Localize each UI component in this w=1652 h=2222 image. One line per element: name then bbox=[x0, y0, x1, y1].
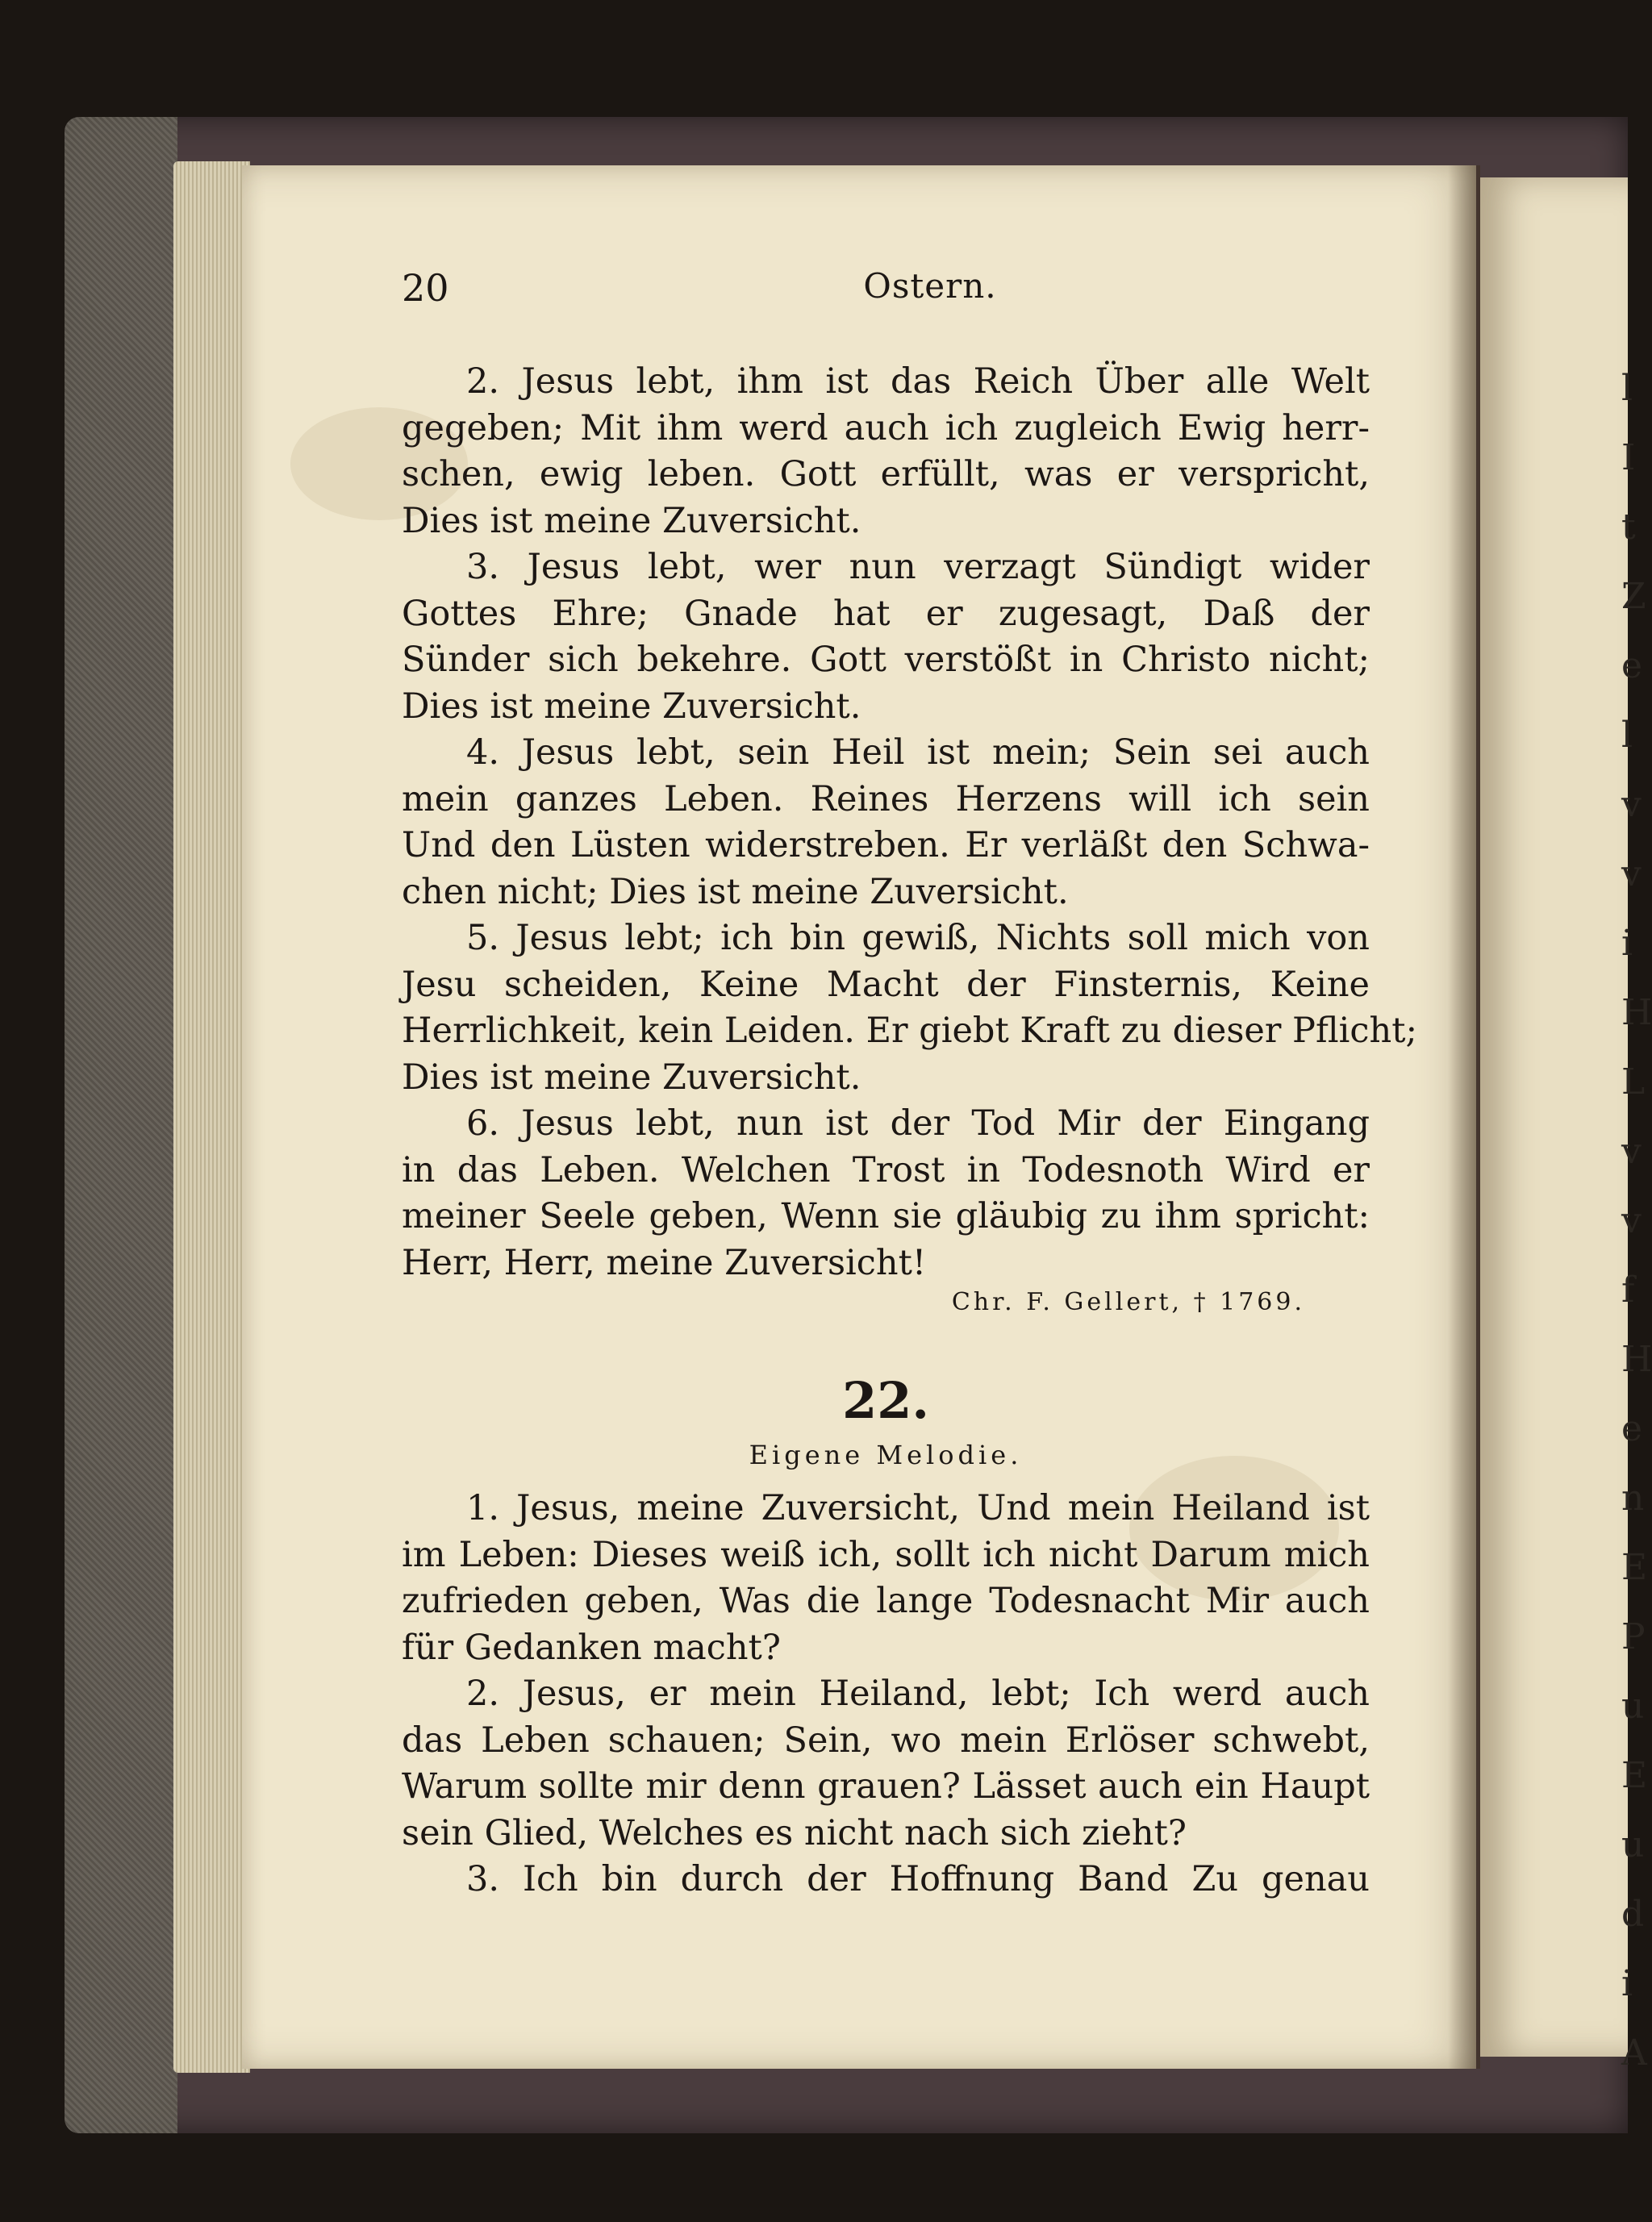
facing-page-glyph: t bbox=[1621, 507, 1636, 548]
facing-page-glyph: v bbox=[1621, 784, 1642, 825]
text-line: Warum sollte mir denn grauen? Lässet auch ein Haupt bbox=[402, 1766, 1370, 1807]
facing-page-glyph: H bbox=[1621, 992, 1652, 1033]
book-spine bbox=[65, 117, 177, 2133]
facing-page-glyph: u bbox=[1621, 1824, 1645, 1866]
facing-page-glyph: v bbox=[1621, 1131, 1642, 1172]
text-line: chen nicht; Dies ist meine Zuversicht. bbox=[402, 871, 1069, 912]
page-header bbox=[402, 266, 1370, 323]
facing-page-glyph: E bbox=[1621, 1547, 1648, 1588]
hymn-21-text bbox=[402, 359, 1417, 1286]
facing-page-glyph: Z bbox=[1621, 576, 1646, 617]
page-edges bbox=[173, 161, 250, 2073]
facing-page-glyph: L bbox=[1621, 1061, 1646, 1103]
facing-page-glyph: H bbox=[1621, 1339, 1652, 1380]
hymn-number: 22. bbox=[842, 1371, 929, 1430]
page-number: 20 bbox=[402, 266, 449, 310]
text-line: Und den Lüsten widerstreben. Er verläßt den Schwa- bbox=[402, 825, 1370, 865]
text-line: Dies ist meine Zuversicht. bbox=[402, 500, 861, 541]
page-gutter bbox=[1448, 165, 1480, 2069]
facing-page-glyph: A bbox=[1621, 2032, 1647, 2074]
melody-note: Eigene Melodie. bbox=[749, 1440, 1023, 1470]
text-line: 2. Jesus, er mein Heiland, lebt; Ich werd auch bbox=[466, 1674, 1370, 1714]
text-line: für Gedanken macht? bbox=[402, 1627, 781, 1668]
text-line: Jesu scheiden, Keine Macht der Finsternis, Keine bbox=[402, 964, 1370, 1005]
facing-page-glyph: E bbox=[1621, 1755, 1648, 1796]
facing-page-glyph: l bbox=[1621, 368, 1633, 409]
facing-page-glyph: i bbox=[1621, 923, 1633, 964]
text-line: 5. Jesus lebt; ich bin gewiß, Nichts soll mich von bbox=[466, 918, 1370, 958]
text-line: in das Leben. Welchen Trost in Todesnoth Wird er bbox=[402, 1149, 1370, 1190]
facing-page-glyph: i bbox=[1621, 1963, 1633, 2004]
text-line: Dies ist meine Zuversicht. bbox=[402, 1057, 861, 1098]
text-line: sein Glied, Welches es nicht nach sich zieht? bbox=[402, 1812, 1187, 1853]
text-line: meiner Seele geben, Wenn sie gläubig zu ihm spricht: bbox=[402, 1196, 1370, 1236]
facing-page-glyph: e bbox=[1621, 645, 1643, 686]
facing-page-glyph: n bbox=[1621, 1478, 1645, 1519]
facing-page-glyph: u bbox=[1621, 1686, 1645, 1727]
text-line: 2. Jesus lebt, ihm ist das Reich Über alle Welt bbox=[466, 361, 1370, 402]
text-line: Gottes Ehre; Gnade hat er zugesagt, Daß der bbox=[402, 593, 1370, 634]
facing-page-glyph: d bbox=[1621, 1894, 1645, 1935]
text-line: zufrieden geben, Was die lange Todesnacht Mir auch bbox=[402, 1581, 1370, 1621]
facing-page-edge bbox=[1480, 177, 1652, 2074]
text-line: 3. Jesus lebt, wer nun verzagt Sündigt wider bbox=[466, 547, 1370, 587]
text-line: gegeben; Mit ihm werd auch ich zugleich Ewig herr- bbox=[402, 407, 1370, 448]
text-line: 3. Ich bin durch der Hoffnung Band Zu genau bbox=[466, 1859, 1370, 1899]
text-line: 4. Jesus lebt, sein Heil ist mein; Sein sei auch bbox=[466, 732, 1370, 773]
text-line: Sünder sich bekehre. Gott verstößt in Christo nicht; bbox=[402, 640, 1370, 680]
running-head: Ostern. bbox=[863, 266, 997, 306]
text-line: das Leben schauen; Sein, wo mein Erlöser schwebt, bbox=[402, 1720, 1370, 1761]
facing-page-glyph: l bbox=[1621, 715, 1633, 756]
text-line: Herrlichkeit, kein Leiden. Er giebt Kraft zu dieser Pflicht; bbox=[402, 1011, 1417, 1051]
facing-page-glyph: f bbox=[1621, 1269, 1635, 1311]
facing-page-glyph: P bbox=[1621, 1616, 1646, 1657]
text-line: 6. Jesus lebt, nun ist der Tod Mir der Eingang bbox=[466, 1103, 1370, 1144]
hymn-22-text bbox=[402, 1486, 1370, 1903]
facing-page-glyph: I bbox=[1621, 437, 1636, 478]
facing-page-glyph: v bbox=[1621, 1200, 1642, 1241]
text-line: Herr, Herr, meine Zuversicht! bbox=[402, 1242, 927, 1283]
facing-page-glyph: v bbox=[1621, 853, 1642, 894]
text-line: 1. Jesus, meine Zuversicht, Und mein Heiland ist bbox=[466, 1488, 1370, 1528]
text-line: Dies ist meine Zuversicht. bbox=[402, 686, 861, 727]
text-line: mein ganzes Leben. Reines Herzens will ich sein bbox=[402, 778, 1370, 819]
text-line: schen, ewig leben. Gott erfüllt, was er verspricht, bbox=[402, 454, 1370, 494]
facing-page-glyph: e bbox=[1621, 1408, 1643, 1449]
text-line: im Leben: Dieses weiß ich, sollt ich nicht Darum mich bbox=[402, 1534, 1370, 1575]
author-attribution: Chr. F. Gellert, † 1769. bbox=[951, 1288, 1305, 1316]
